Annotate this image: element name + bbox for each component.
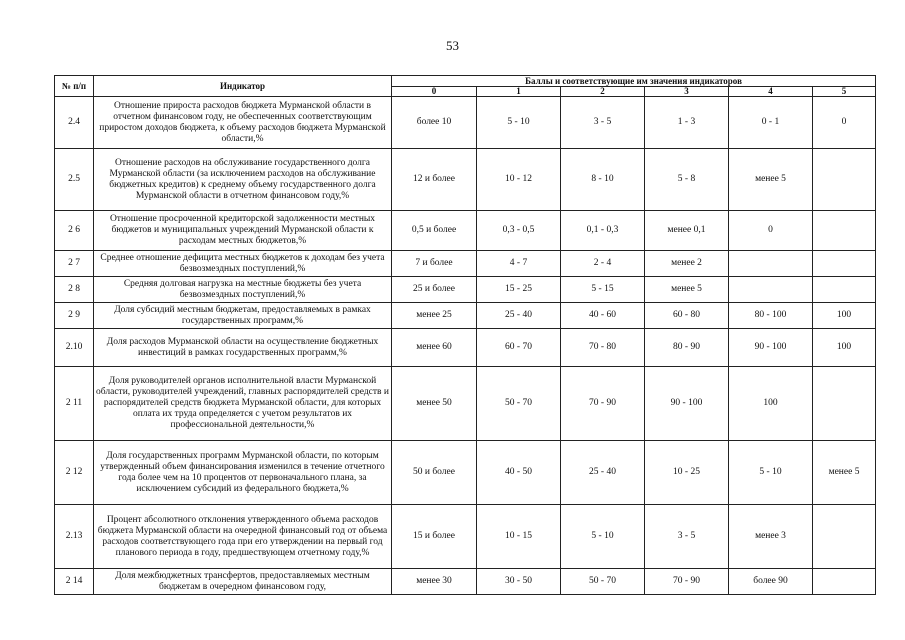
score-value: 1 - 3 bbox=[645, 97, 729, 149]
score-value: 4 - 7 bbox=[477, 251, 561, 277]
score-value bbox=[813, 569, 876, 595]
page-number: 53 bbox=[446, 38, 459, 53]
score-value: 60 - 70 bbox=[477, 329, 561, 367]
score-value: 15 - 25 bbox=[477, 277, 561, 303]
table-row bbox=[55, 367, 876, 441]
score-value: 0 bbox=[813, 97, 876, 149]
header-score-1: 1 bbox=[477, 87, 561, 97]
score-value: 100 bbox=[729, 367, 813, 441]
score-value: 0 - 1 bbox=[729, 97, 813, 149]
score-value: менее 5 bbox=[729, 149, 813, 211]
table-row bbox=[55, 569, 876, 595]
table-row bbox=[55, 303, 876, 329]
score-value: 5 - 10 bbox=[729, 441, 813, 505]
table-row bbox=[55, 251, 876, 277]
score-value: 50 - 70 bbox=[477, 367, 561, 441]
row-number: 2 14 bbox=[55, 569, 94, 595]
indicator-text: Доля межбюджетных трансфертов, предоставляемых местным бюджетам в очередном финансовом году, bbox=[94, 569, 392, 595]
indicator-text: Отношение расходов на обслуживание государственного долга Мурманской области (за исключением расходов на обслуживание бюджетных кредитов) к среднему объему государственного долга Мурманской области в отчетном финансовом году,% bbox=[94, 149, 392, 211]
row-number: 2 12 bbox=[55, 441, 94, 505]
score-value: 25 - 40 bbox=[477, 303, 561, 329]
header-score-4: 4 bbox=[729, 87, 813, 97]
score-value: 0 bbox=[729, 211, 813, 251]
header-score-5: 5 bbox=[813, 87, 876, 97]
table-row bbox=[55, 149, 876, 211]
score-value: 3 - 5 bbox=[561, 97, 645, 149]
row-number: 2 7 bbox=[55, 251, 94, 277]
indicator-text: Средняя долговая нагрузка на местные бюджеты без учета безвозмездных поступлений,% bbox=[94, 277, 392, 303]
header-score-3: 3 bbox=[645, 87, 729, 97]
score-value: 5 - 10 bbox=[561, 505, 645, 569]
score-value: менее 50 bbox=[392, 367, 477, 441]
score-value: 3 - 5 bbox=[645, 505, 729, 569]
score-value bbox=[729, 277, 813, 303]
score-value bbox=[813, 211, 876, 251]
score-value: 70 - 90 bbox=[561, 367, 645, 441]
row-number: 2 6 bbox=[55, 211, 94, 251]
score-value bbox=[813, 251, 876, 277]
score-value: 100 bbox=[813, 303, 876, 329]
score-value: более 90 bbox=[729, 569, 813, 595]
score-value: 80 - 90 bbox=[645, 329, 729, 367]
indicator-text: Доля руководителей органов исполнительной власти Мурманской области, руководителей учреждений, главных распорядителей средств и распорядителей средств бюджета Мурманской области, для которых оплата их труда определяется с учетом результатов их профессиональной деятельности,% bbox=[94, 367, 392, 441]
score-value: 5 - 10 bbox=[477, 97, 561, 149]
score-value: 80 - 100 bbox=[729, 303, 813, 329]
indicator-text: Доля государственных программ Мурманской области, по которым утвержденный объем финансирования изменился в течение отчетного года более чем на 10 процентов от первоначального плана, за исключением субсидий из федерального бюджета,% bbox=[94, 441, 392, 505]
score-value: 8 - 10 bbox=[561, 149, 645, 211]
score-value bbox=[813, 149, 876, 211]
table-row bbox=[55, 441, 876, 505]
header-score-2: 2 bbox=[561, 87, 645, 97]
score-value: 70 - 90 bbox=[645, 569, 729, 595]
indicator-text: Процент абсолютного отклонения утвержденного объема расходов бюджета Мурманской области на очередной финансовый год от объема расходов соответствующего года при его утверждении на первый год планового периода в году, предшествующем отчетному году,% bbox=[94, 505, 392, 569]
score-value: 10 - 15 bbox=[477, 505, 561, 569]
score-value: 0,1 - 0,3 bbox=[561, 211, 645, 251]
score-value bbox=[729, 251, 813, 277]
score-value: 5 - 15 bbox=[561, 277, 645, 303]
row-number: 2 11 bbox=[55, 367, 94, 441]
score-value: 2 - 4 bbox=[561, 251, 645, 277]
score-value: 60 - 80 bbox=[645, 303, 729, 329]
score-value bbox=[813, 277, 876, 303]
score-value: 30 - 50 bbox=[477, 569, 561, 595]
indicator-text: Отношение просроченной кредиторской задолженности местных бюджетов и муниципальных учреждений Мурманской области к расходам местных бюджетов,% bbox=[94, 211, 392, 251]
score-value bbox=[813, 367, 876, 441]
score-value: 5 - 8 bbox=[645, 149, 729, 211]
row-number: 2 9 bbox=[55, 303, 94, 329]
row-number: 2.13 bbox=[55, 505, 94, 569]
indicator-text: Среднее отношение дефицита местных бюджетов к доходам без учета безвозмездных поступлений,% bbox=[94, 251, 392, 277]
indicator-text: Доля расходов Мурманской области на осуществление бюджетных инвестиций в рамках государственных программ,% bbox=[94, 329, 392, 367]
row-number: 2.10 bbox=[55, 329, 94, 367]
score-value: менее 0,1 bbox=[645, 211, 729, 251]
score-value: менее 5 bbox=[645, 277, 729, 303]
score-value: менее 25 bbox=[392, 303, 477, 329]
score-value: 7 и более bbox=[392, 251, 477, 277]
score-value: 100 bbox=[813, 329, 876, 367]
score-value: менее 5 bbox=[813, 441, 876, 505]
score-value: 10 - 25 bbox=[645, 441, 729, 505]
score-value: 25 и более bbox=[392, 277, 477, 303]
header-scores: Баллы и соответствующие им значения индикаторов bbox=[392, 76, 876, 87]
score-value: менее 30 bbox=[392, 569, 477, 595]
score-value: 50 и более bbox=[392, 441, 477, 505]
score-value: менее 60 bbox=[392, 329, 477, 367]
score-value: 90 - 100 bbox=[645, 367, 729, 441]
score-value: 0,3 - 0,5 bbox=[477, 211, 561, 251]
score-value: менее 3 bbox=[729, 505, 813, 569]
score-value: 40 - 60 bbox=[561, 303, 645, 329]
table-row bbox=[55, 97, 876, 149]
row-number: 2.5 bbox=[55, 149, 94, 211]
header-num: № п/п bbox=[55, 76, 94, 97]
score-value: 50 - 70 bbox=[561, 569, 645, 595]
score-value: 10 - 12 bbox=[477, 149, 561, 211]
header-score-0: 0 bbox=[392, 87, 477, 97]
score-value: 70 - 80 bbox=[561, 329, 645, 367]
score-value: 12 и более bbox=[392, 149, 477, 211]
table-row bbox=[55, 211, 876, 251]
table-row bbox=[55, 505, 876, 569]
score-value: 15 и более bbox=[392, 505, 477, 569]
score-value: более 10 bbox=[392, 97, 477, 149]
score-value: 0,5 и более bbox=[392, 211, 477, 251]
header-indicator: Индикатор bbox=[94, 76, 392, 97]
indicator-text: Доля субсидий местным бюджетам, предоставляемых в рамках государственных программ,% bbox=[94, 303, 392, 329]
row-number: 2 8 bbox=[55, 277, 94, 303]
score-value: 25 - 40 bbox=[561, 441, 645, 505]
row-number: 2.4 bbox=[55, 97, 94, 149]
indicator-text: Отношение прироста расходов бюджета Мурманской области в отчетном финансовом году, не обеспеченных соответствующим приростом доходов бюджета, к объему расходов бюджета Мурманской области,% bbox=[94, 97, 392, 149]
score-value: менее 2 bbox=[645, 251, 729, 277]
table-row bbox=[55, 277, 876, 303]
score-value: 90 - 100 bbox=[729, 329, 813, 367]
indicators-table bbox=[54, 75, 876, 595]
score-value bbox=[813, 505, 876, 569]
score-value: 40 - 50 bbox=[477, 441, 561, 505]
table-row bbox=[55, 329, 876, 367]
